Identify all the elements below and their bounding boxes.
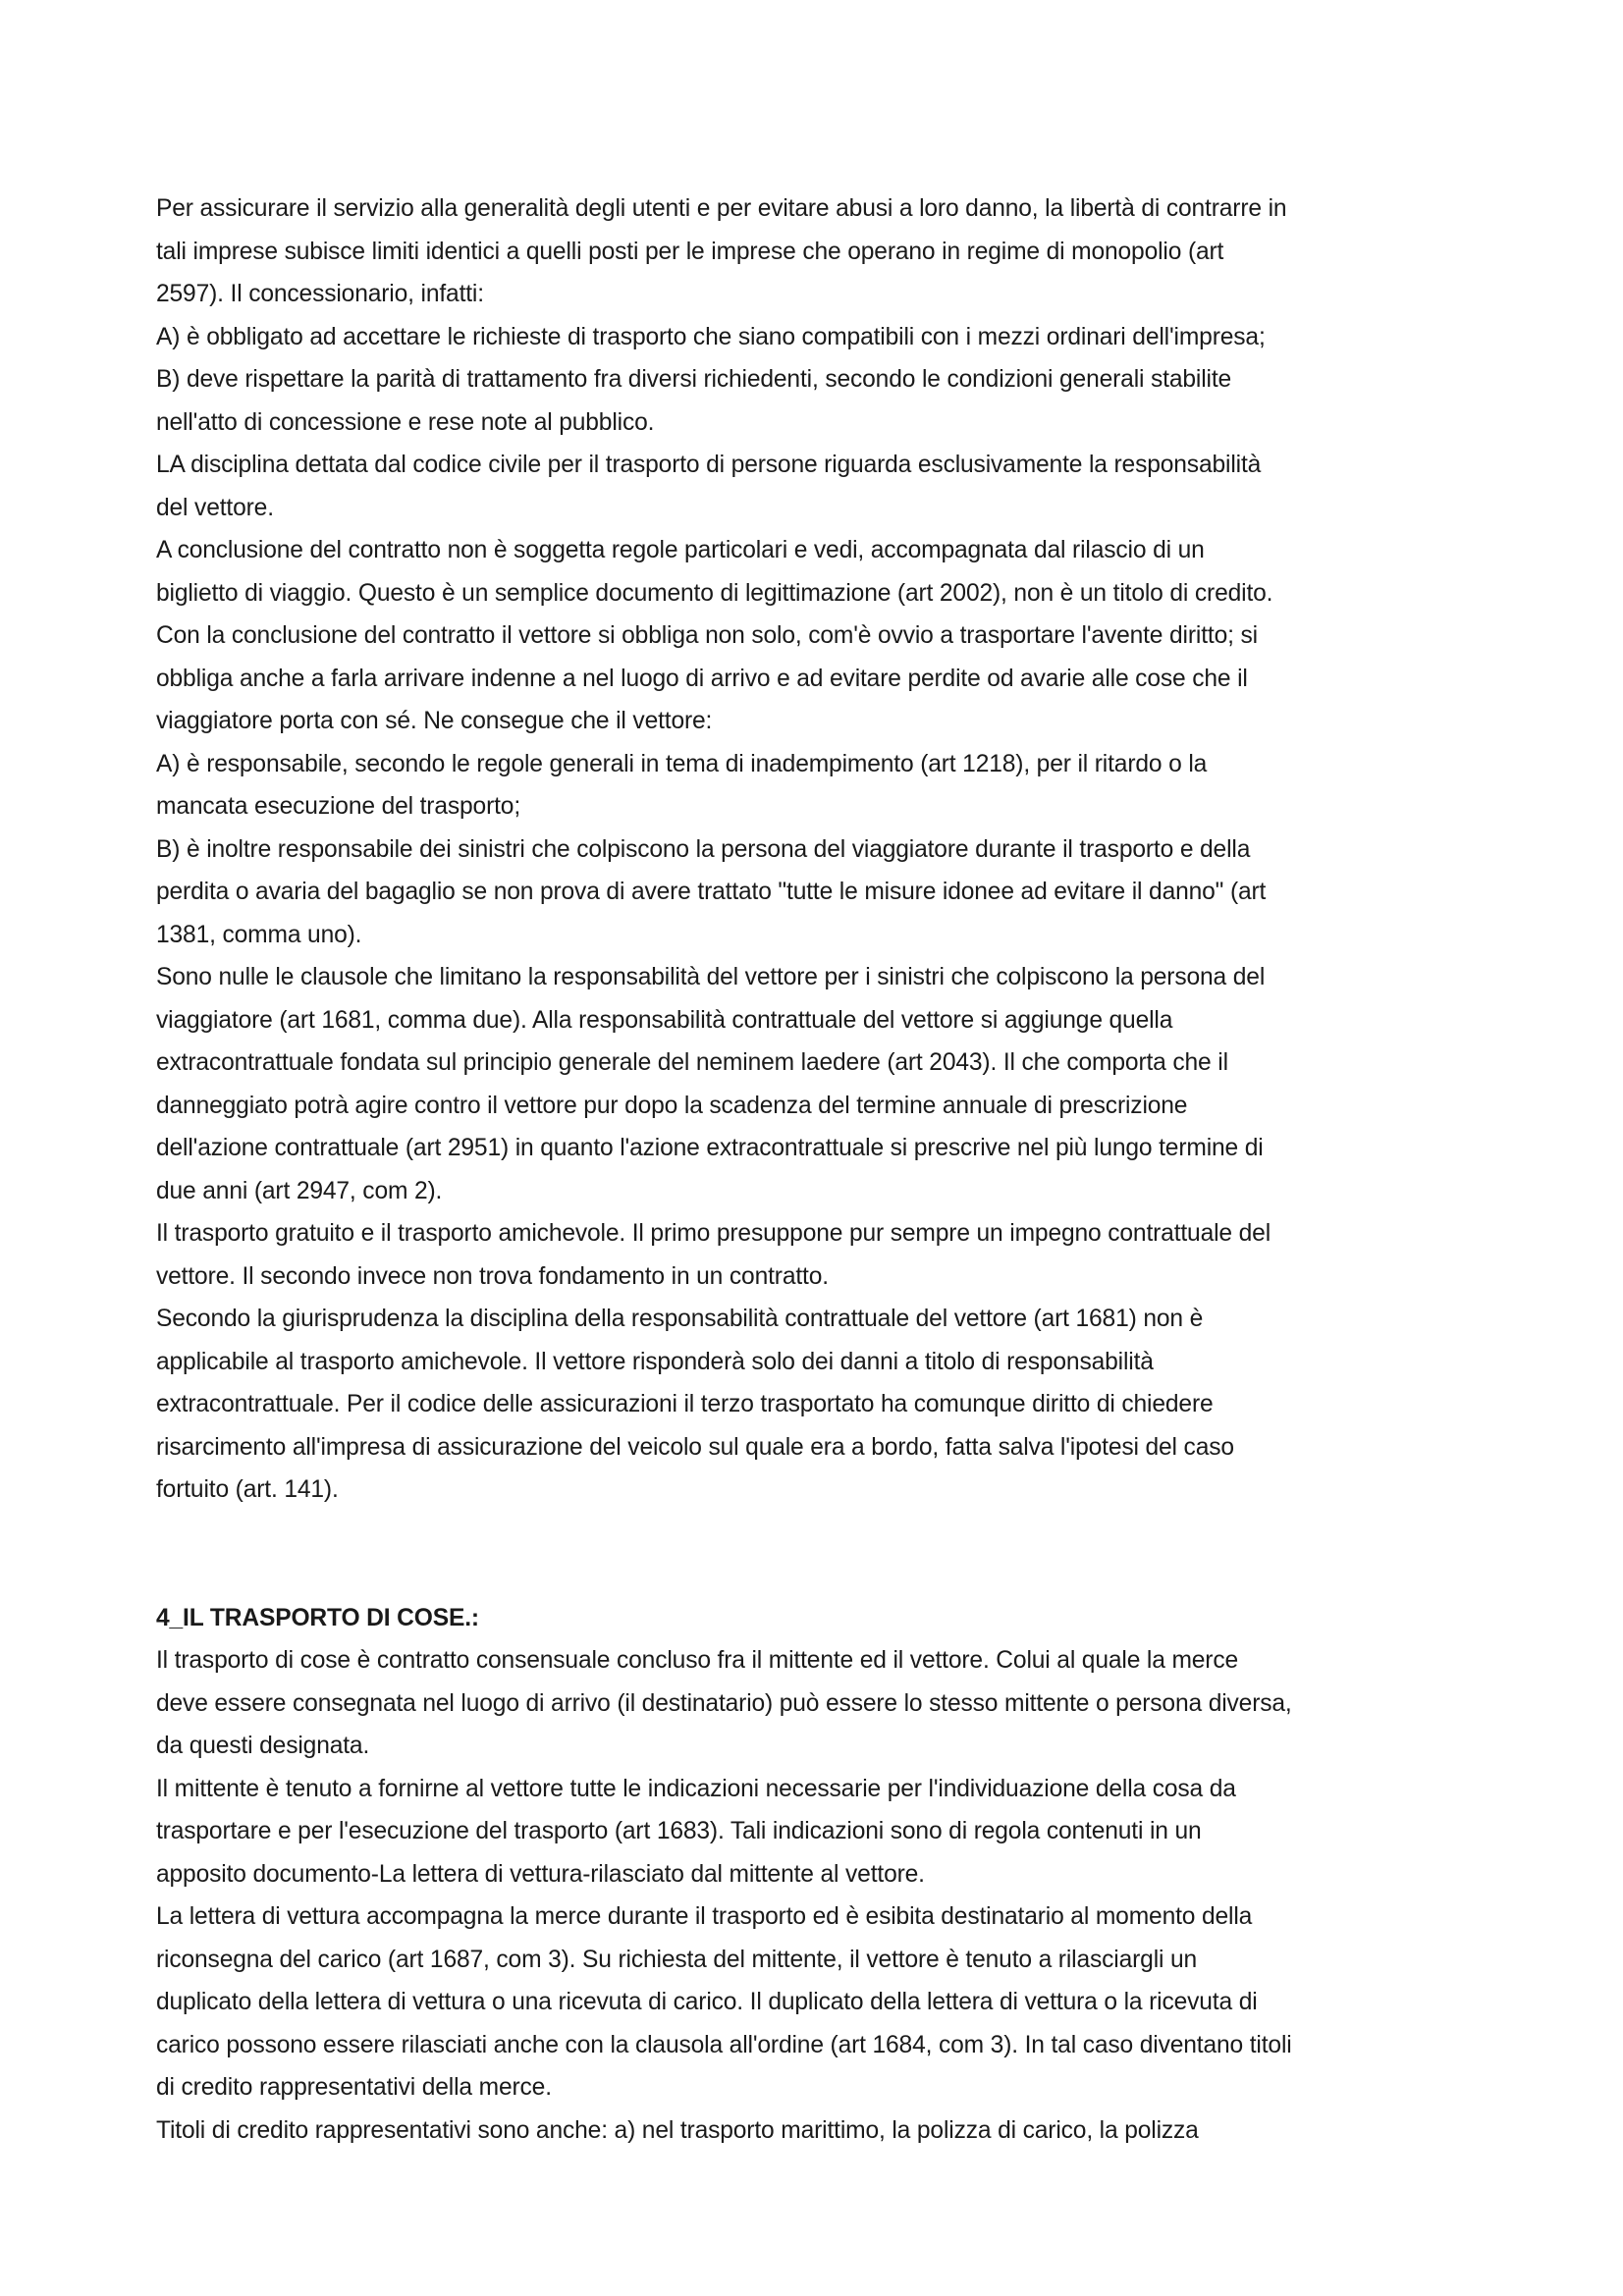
section-transport-of-goods bbox=[156, 1639, 1493, 2152]
text-line: viaggiatore (art 1681, comma due). Alla responsabilità contrattuale del vettore si aggiunge quella bbox=[156, 1006, 1173, 1034]
text-line: Il mittente è tenuto a fornirne al vettore tutte le indicazioni necessarie per l'individuazione della cosa da bbox=[156, 1775, 1236, 1802]
text-line: da questi designata. bbox=[156, 1733, 370, 1759]
section-transport-of-persons bbox=[156, 187, 1493, 1512]
text-line: apposito documento-La lettera di vettura-rilasciato dal mittente al vettore. bbox=[156, 1860, 925, 1888]
text-line: Il trasporto di cose è contratto consensuale concluso fra il mittente ed il vettore. Colui al quale la merce bbox=[156, 1647, 1239, 1674]
text-line: danneggiato potrà agire contro il vettore pur dopo la scadenza del termine annuale di prescrizione bbox=[156, 1092, 1188, 1119]
text-line: mancata esecuzione del trasporto; bbox=[156, 793, 521, 820]
text-line: tali imprese subisce limiti identici a quelli posti per le imprese che operano in regime di monopolio (art bbox=[156, 238, 1224, 265]
blank-line bbox=[156, 1512, 1493, 1555]
text-line: riconsegna del carico (art 1687, com 3). Su richiesta del mittente, il vettore è tenuto a rilasciargli un bbox=[156, 1946, 1198, 1973]
text-line: perdita o avaria del bagaglio se non prova di avere trattato "tutte le misure idonee ad evitare il danno" (art bbox=[156, 879, 1267, 905]
text-line: viaggiatore porta con sé. Ne consegue che il vettore: bbox=[156, 708, 713, 734]
text-line: B) deve rispettare la parità di trattamento fra diversi richiedenti, secondo le condizioni generali stabilite bbox=[156, 366, 1232, 393]
text-line: Secondo la giurisprudenza la disciplina della responsabilità contrattuale del vettore (art 1681) non è bbox=[156, 1306, 1204, 1332]
section-heading: 4_IL TRASPORTO DI COSE.: bbox=[156, 1604, 479, 1631]
text-line: A) è responsabile, secondo le regole generali in tema di inadempimento (art 1218), per il ritardo o la bbox=[156, 750, 1208, 777]
text-line: extracontrattuale fondata sul principio generale del neminem laedere (art 2043). Il che comporta che il bbox=[156, 1049, 1228, 1076]
text-line: 2597). Il concessionario, infatti: bbox=[156, 281, 484, 307]
text-line: A conclusione del contratto non è soggetta regole particolari e vedi, accompagnata dal rilascio di un bbox=[156, 537, 1205, 563]
text-line: deve essere consegnata nel luogo di arrivo (il destinatario) può essere lo stesso mittente o persona diversa, bbox=[156, 1689, 1292, 1717]
text-line: carico possono essere rilasciati anche con la clausola all'ordine (art 1684, com 3). In tal caso diventano titoli bbox=[156, 2031, 1292, 2058]
text-line: del vettore. bbox=[156, 494, 274, 521]
text-line: Titoli di credito rappresentativi sono anche: a) nel trasporto marittimo, la polizza di carico, la polizza bbox=[156, 2116, 1199, 2144]
text-line: Per assicurare il servizio alla generalità degli utenti e per evitare abusi a loro danno, la libertà di contrarre in bbox=[156, 195, 1287, 222]
text-line: B) è inoltre responsabile dei sinistri che colpiscono la persona del viaggiatore durante il trasporto e della bbox=[156, 835, 1251, 863]
text-line: La lettera di vettura accompagna la merce durante il trasporto ed è esibita destinatario al momento della bbox=[156, 1903, 1253, 1930]
text-line: Con la conclusione del contratto il vettore si obbliga non solo, com'è ovvio a trasportare l'avente diritto; si bbox=[156, 622, 1258, 649]
text-line: Il trasporto gratuito e il trasporto amichevole. Il primo presuppone pur sempre un impegno contrattuale del bbox=[156, 1220, 1271, 1247]
text-line: extracontrattuale. Per il codice delle assicurazioni il terzo trasportato ha comunque diritto di chiedere bbox=[156, 1391, 1214, 1417]
text-line: dell'azione contrattuale (art 2951) in quanto l'azione extracontrattuale si prescrive nel più lungo termine di bbox=[156, 1135, 1264, 1161]
text-line: due anni (art 2947, com 2). bbox=[156, 1177, 443, 1204]
text-line: LA disciplina dettata dal codice civile per il trasporto di persone riguarda esclusivamente la responsabilità bbox=[156, 452, 1262, 478]
text-line: vettore. Il secondo invece non trova fondamento in un contratto. bbox=[156, 1262, 829, 1290]
text-line: 1381, comma uno). bbox=[156, 921, 362, 948]
text-line: risarcimento all'impresa di assicurazione del veicolo sul quale era a bordo, fatta salva l'ipotesi del caso bbox=[156, 1433, 1234, 1461]
text-line: nell'atto di concessione e rese note al pubblico. bbox=[156, 408, 655, 436]
text-line: di credito rappresentativi della merce. bbox=[156, 2074, 552, 2101]
blank-line bbox=[156, 1554, 1493, 1597]
text-line: trasportare e per l'esecuzione del trasporto (art 1683). Tali indicazioni sono di regola contenuti in un bbox=[156, 1818, 1202, 1844]
text-line: A) è obbligato ad accettare le richieste di trasporto che siano compatibili con i mezzi ordinari dell'impresa; bbox=[156, 323, 1266, 350]
text-line: applicabile al trasporto amichevole. Il vettore risponderà solo dei danni a titolo di responsabilità bbox=[156, 1348, 1154, 1375]
document-body bbox=[156, 187, 1493, 2152]
text-line: obbliga anche a farla arrivare indenne a nel luogo di arrivo e ad evitare perdite od avarie alle cose che il bbox=[156, 665, 1248, 692]
text-line: fortuito (art. 141). bbox=[156, 1476, 339, 1503]
text-line: Sono nulle le clausole che limitano la responsabilità del vettore per i sinistri che colpiscono la persona del bbox=[156, 964, 1266, 990]
text-line: duplicato della lettera di vettura o una ricevuta di carico. Il duplicato della lettera di vettura o la ricevuta di bbox=[156, 1989, 1258, 2015]
text-line: biglietto di viaggio. Questo è un semplice documento di legittimazione (art 2002), non è un titolo di credito. bbox=[156, 579, 1273, 607]
